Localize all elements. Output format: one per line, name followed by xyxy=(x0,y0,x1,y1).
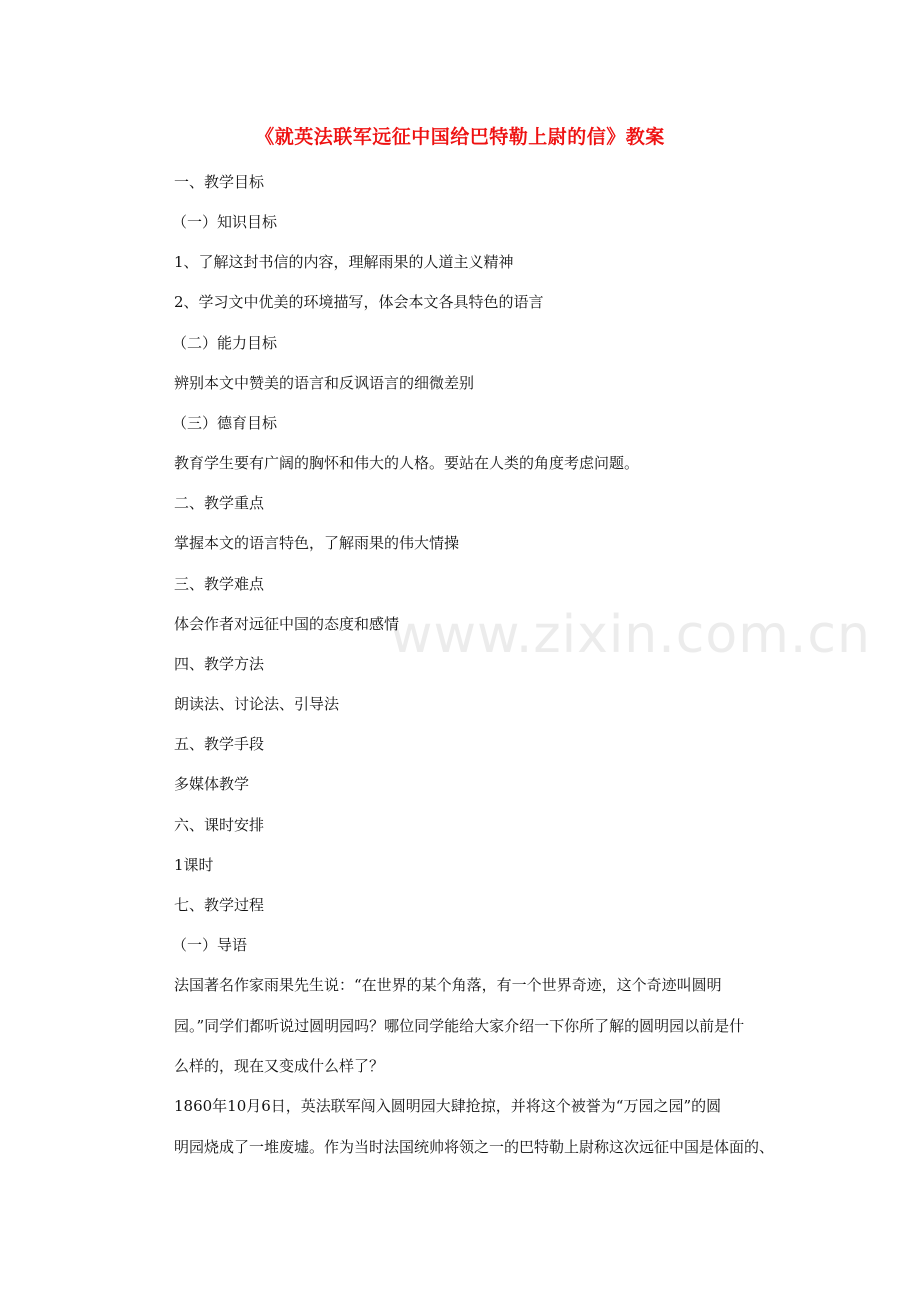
body-text: 朗读法、讨论法、引导法 xyxy=(174,695,340,713)
section-heading: 一、教学目标 xyxy=(174,173,265,191)
body-text: 多媒体教学 xyxy=(174,775,250,793)
history-paragraph xyxy=(174,1086,786,1167)
section-heading: 五、教学手段 xyxy=(174,735,265,753)
body-text: 1课时 xyxy=(174,856,214,874)
paragraph-line: 园。”同学们都听说过圆明园吗？哪位同学能给大家介绍一下你所了解的圆明园以前是什 xyxy=(174,1016,745,1035)
paragraph-line: 1860年10月6日，英法联军闯入圆明园大肆抢掠，并将这个被誉为“万园之园”的圆 xyxy=(174,1097,722,1115)
body-text: 辨别本文中赞美的语言和反讽语言的细微差别 xyxy=(174,374,475,392)
body-text: 掌握本文的语言特色，了解雨果的伟大情操 xyxy=(174,534,460,552)
body-text: 教育学生要有广阔的胸怀和伟大的人格。要站在人类的角度考虑问题。 xyxy=(174,454,640,472)
document-title: 《就英法联军远征中国给巴特勒上尉的信》教案 xyxy=(255,126,665,148)
subsection-heading: （二）能力目标 xyxy=(172,334,278,352)
section-heading: 二、教学重点 xyxy=(174,494,265,512)
list-item: 1、了解这封书信的内容，理解雨果的人道主义精神 xyxy=(174,253,514,271)
subsection-heading: （一）导语 xyxy=(172,936,248,954)
section-heading: 六、课时安排 xyxy=(174,816,265,834)
subsection-heading: （一）知识目标 xyxy=(172,213,278,231)
section-heading: 三、教学难点 xyxy=(174,575,265,593)
watermark: www.zixin.com.cn xyxy=(390,605,871,665)
paragraph-line: 法国著名作家雨果先生说：“在世界的某个角落，有一个世界奇迹，这个奇迹叫圆明 xyxy=(174,976,722,994)
list-item: 2、学习文中优美的环境描写，体会本文各具特色的语言 xyxy=(174,293,544,311)
section-heading: 四、教学方法 xyxy=(174,655,265,673)
paragraph-line: 么样的，现在又变成什么样了？ xyxy=(174,1057,385,1075)
section-heading: 七、教学过程 xyxy=(174,896,265,914)
intro-paragraph xyxy=(174,965,786,1087)
paragraph-line: 明园烧成了一堆废墟。作为当时法国统帅将领之一的巴特勒上尉称这次远征中国是体面的、 xyxy=(174,1137,775,1156)
subsection-heading: （三）德育目标 xyxy=(172,414,278,432)
body-text: 体会作者对远征中国的态度和感情 xyxy=(174,615,400,633)
